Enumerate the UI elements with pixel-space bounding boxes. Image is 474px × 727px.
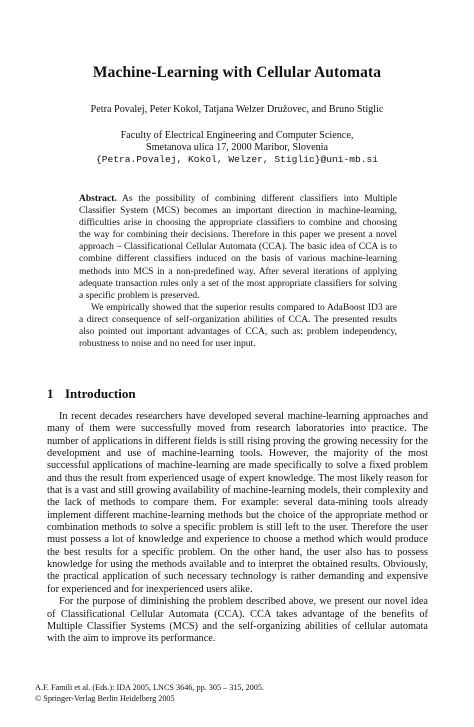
abstract: [79, 193, 397, 350]
affiliation-block: [0, 130, 474, 167]
citation-line: A.F. Famili et al. (Eds.): IDA 2005, LNCS 3646, pp. 305 – 315, 2005.: [35, 683, 265, 692]
section-number: 1: [47, 386, 54, 401]
author-emails: {Petra.Povalej, Kokol, Welzer, Stiglic}@uni-mb.si: [95, 154, 379, 166]
publication-footer: [35, 683, 264, 704]
paper-title: Machine-Learning with Cellular Automata: [92, 64, 382, 81]
section-title: Introduction: [65, 386, 136, 401]
body-paragraph: In recent decades researchers have developed several machine-learning approaches and many of them were successfully moved from research laboratories into practice. The number of applications in different fields is still rising proving the growing necessity for the development and use of machine-learning tools. However, the majority of the most successful applications of machine-learning are made specifically to solve a fixed problem and thus the result from experienced usage of expert knowledge. The most likely reason for that is a vast and still growing availability of machine-learning models, their complexity and the lack of methods to compare them. For example: several data-mining tools already implement different machine-learning methods but the choice of the appropriate method or combination methods to solve a specific problem is still left to the user. Therefore the user must possess a lot of knowledge and experience to choose a method which would produce the best results for a specific problem. On the other hand, the user also has to possess knowledge for using the methods available and to interpret the obtained results. Obviously, the practical application of such necessary technology is rather demanding and expensive for experienced and for inexperienced users alike.: [47, 411, 428, 595]
abstract-paragraph: We empirically showed that the superior results compared to AdaBoost ID3 are a direct consequence of self-organization abilities of CCA. The presented results also pointed out important advantages of CCA, such as: problem independency, robustness to noise and no need for user input.: [79, 302, 397, 350]
author-list: Petra Povalej, Peter Kokol, Tatjana Welzer Družovec, and Bruno Stiglic: [90, 104, 384, 115]
abstract-label: Abstract.: [79, 194, 117, 204]
abstract-text: As the possibility of combining different classifiers into Multiple Classifier System (MCS) becomes an important direction in machine-learning, difficulties arise in choosing the appropriate classifiers to combine and choosing the way for combining their decisions. Therefore in this paper we present a novel approach – Classificational Cellular Automata (CCA). The basic idea of CCA is to combine different classifiers induced on the basis of various machine-learning methods into MCS in a non-predefined way. After several iterations of applying adequate transaction rules only a set of the most appropriate classifiers for solving a specific problem is preserved.: [79, 194, 397, 301]
section-heading: [47, 386, 136, 402]
body-paragraph: For the purpose of diminishing the problem described above, we present our novel idea of Classificational Cellular Automata (CCA). CCA takes advantage of the benefits of Multiple Classifier Systems (MCS) and the self-organizing abilities of cellular automata with the aim to improve its performance.: [47, 596, 428, 645]
copyright-line: © Springer-Verlag Berlin Heidelberg 2005: [35, 693, 175, 703]
abstract-paragraph: [79, 193, 397, 302]
affiliation-address: Smetanova ulica 17, 2000 Maribor, Slovenia: [145, 142, 329, 154]
section-body: [47, 411, 428, 646]
affiliation-line: Faculty of Electrical Engineering and Computer Science,: [120, 130, 354, 141]
